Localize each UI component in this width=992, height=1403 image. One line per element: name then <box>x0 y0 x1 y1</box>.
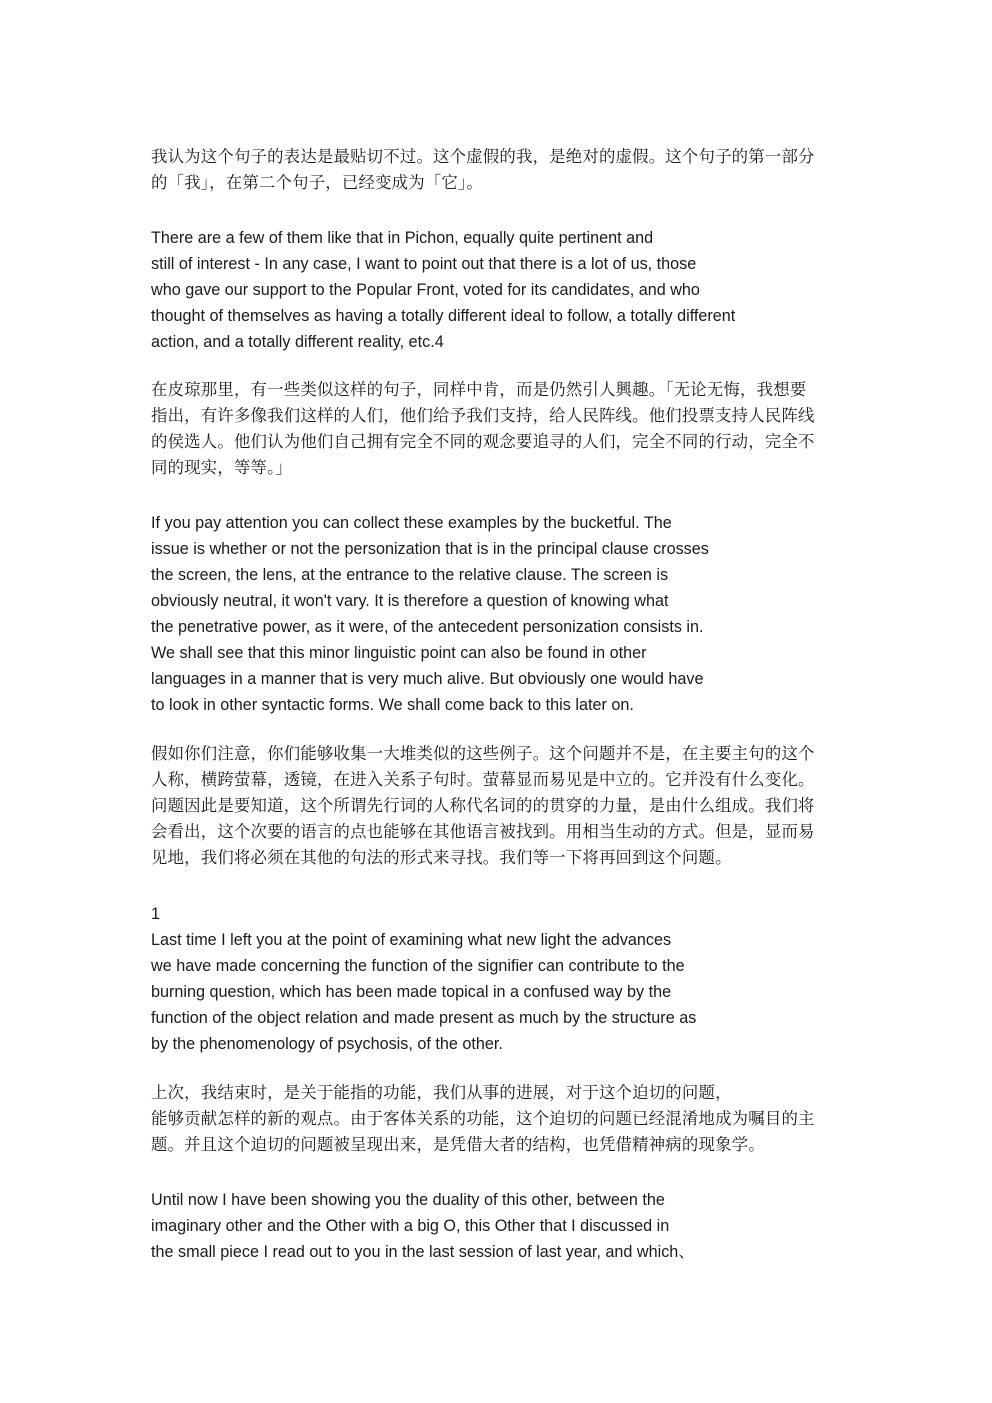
text-line: 上次，我结束时，是关于能指的功能，我们从事的进展，对于这个迫切的问题， <box>151 1083 732 1102</box>
text-line: still of interest - In any case, I want to point out that there is a lot of us, those <box>151 255 697 273</box>
text-line: function of the object relation and made present as much by the structure as <box>151 1009 697 1027</box>
text-line: Until now I have been showing you the duality of this other, between the <box>151 1191 665 1209</box>
paragraph-zh-3 <box>151 741 815 871</box>
text-line: burning question, which has been made topical in a confused way by the <box>151 983 672 1001</box>
text-line: 假如你们注意，你们能够收集一大堆类似的这些例子。这个问题并不是，在主要主句的这个 <box>151 744 815 763</box>
text-line: 的「我」，在第二个句子，已经变成为「它」。 <box>151 173 484 192</box>
text-line: 题。并且这个迫切的问题被呈现出来，是凭借大者的结构，也凭借精神病的现象学。 <box>151 1135 765 1154</box>
text-line: the small piece I read out to you in the last session of last year, and which、 <box>151 1243 695 1261</box>
text-line: 指出，有许多像我们这样的人们，他们给予我们支持，给人民阵线。他们投票支持人民阵线 <box>151 406 815 425</box>
text-line: action, and a totally different reality, etc.4 <box>151 333 444 351</box>
text-line: languages in a manner that is very much alive. But obviously one would have <box>151 670 704 688</box>
paragraph-zh-1 <box>151 144 815 196</box>
text-line: thought of themselves as having a totally different ideal to follow, a totally different <box>151 307 736 325</box>
text-line: There are a few of them like that in Pichon, equally quite pertinent and <box>151 229 654 247</box>
text-line: 能够贡献怎样的新的观点。由于客体关系的功能，这个迫切的问题已经混淆地成为嘱目的主 <box>151 1109 815 1128</box>
text-line: the penetrative power, as it were, of the antecedent personization consists in. <box>151 618 704 636</box>
text-line: 见地，我们将必须在其他的句法的形式来寻找。我们等一下将再回到这个问题。 <box>151 848 732 867</box>
paragraph-zh-2 <box>151 377 815 481</box>
text-line: 的侯选人。他们认为他们自己拥有完全不同的观念要追寻的人们，完全不同的行动，完全不 <box>151 432 815 451</box>
paragraph-en-2 <box>151 510 709 718</box>
text-line: obviously neutral, it won't vary. It is therefore a question of knowing what <box>151 592 669 610</box>
paragraph-zh-4 <box>151 1080 815 1158</box>
paragraph-en-3 <box>151 901 696 1057</box>
text-line: who gave our support to the Popular Front, voted for its candidates, and who <box>151 281 700 299</box>
text-line: the screen, the lens, at the entrance to the relative clause. The screen is <box>151 566 669 584</box>
section-number: 1 <box>151 905 161 923</box>
text-line: 会看出，这个次要的语言的点也能够在其他语言被找到。用相当生动的方式。但是，显而易 <box>151 822 815 841</box>
text-line: 问题因此是要知道，这个所谓先行词的人称代名词的的贯穿的力量，是由什么组成。我们将 <box>151 796 815 815</box>
paragraph-en-4 <box>151 1187 694 1265</box>
text-line: We shall see that this minor linguistic point can also be found in other <box>151 644 647 662</box>
text-line: we have made concerning the function of the signifier can contribute to the <box>151 957 685 975</box>
text-line: 我认为这个句子的表达是最贴切不过。这个虚假的我，是绝对的虚假。这个句子的第一部分 <box>151 147 815 166</box>
text-line: issue is whether or not the personization that is in the principal clause crosses <box>151 540 709 558</box>
text-line: to look in other syntactic forms. We shall come back to this later on. <box>151 696 634 714</box>
text-line: If you pay attention you can collect these examples by the bucketful. The <box>151 514 672 532</box>
paragraph-en-1 <box>151 225 735 355</box>
text-line: by the phenomenology of psychosis, of the other. <box>151 1035 503 1053</box>
text-line: 人称，横跨萤幕，透镜，在进入关系子句时。萤幕显而易见是中立的。它并没有什么变化。 <box>151 770 815 789</box>
text-line: 同的现实，等等。」 <box>151 458 293 477</box>
text-line: 在皮琼那里，有一些类似这样的句子，同样中肯，而是仍然引人興趣。「无论无悔，我想要 <box>151 380 807 399</box>
text-line: imaginary other and the Other with a big O, this Other that I discussed in <box>151 1217 670 1235</box>
text-line: Last time I left you at the point of examining what new light the advances <box>151 931 672 949</box>
